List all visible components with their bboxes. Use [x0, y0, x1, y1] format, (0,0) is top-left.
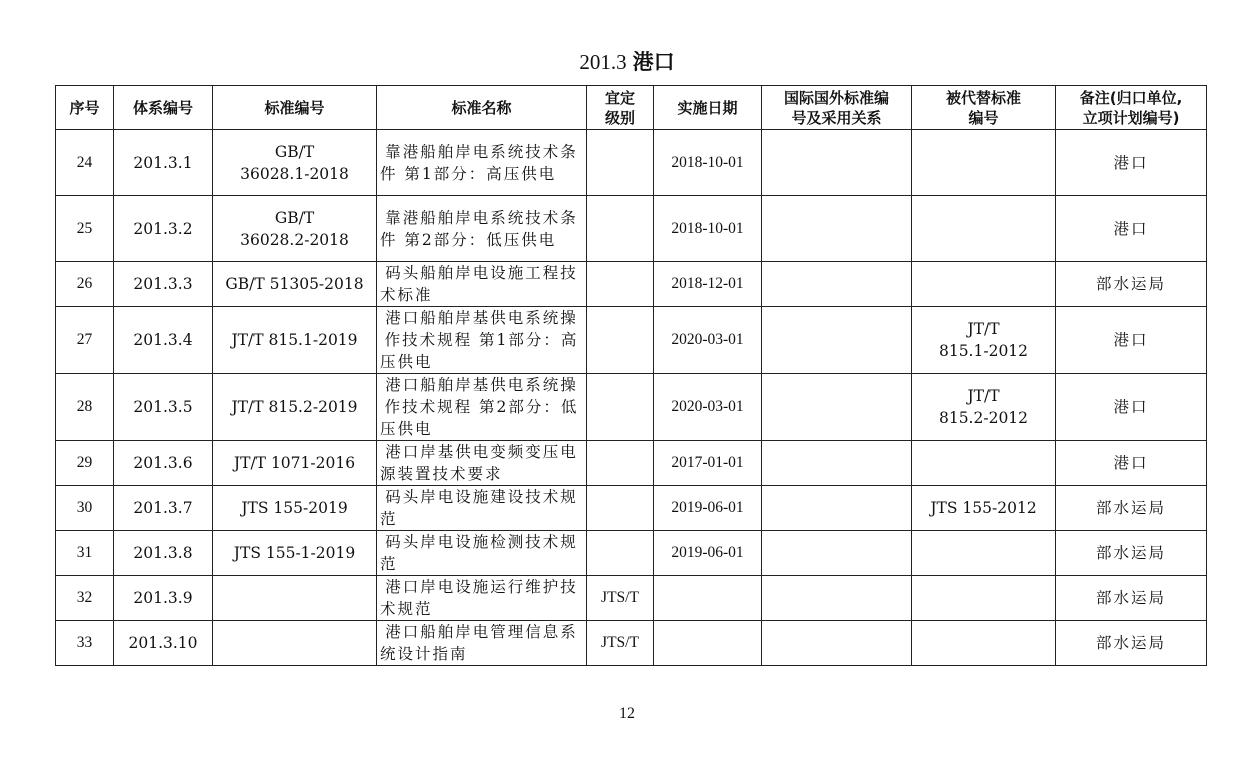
- col-header-system-code: [114, 86, 213, 130]
- cell-remark: 港口: [1056, 196, 1207, 262]
- table-row: [56, 196, 1207, 262]
- cell-seq: 29: [56, 441, 114, 486]
- table-row: [56, 307, 1207, 374]
- std_no-line: JTS 155-1-2019: [233, 544, 356, 562]
- cell-system-code: 201.3.1: [114, 130, 213, 196]
- section-title: [0, 46, 1254, 76]
- cell-standard-number: [213, 531, 377, 576]
- cell-seq: 32: [56, 576, 114, 621]
- cell-replaced-standard: [912, 262, 1056, 307]
- cell-remark: 部水运局: [1056, 531, 1207, 576]
- cell-remark: 港口: [1056, 441, 1207, 486]
- cell-seq: 25: [56, 196, 114, 262]
- cell-international-standard: [762, 441, 912, 486]
- cell-international-standard: [762, 196, 912, 262]
- cell-remark: 港口: [1056, 374, 1207, 441]
- table-row: [56, 374, 1207, 441]
- cell-standard-number: [213, 196, 377, 262]
- cell-level: [587, 196, 654, 262]
- std_no-line: JT/T 815.1-2019: [231, 331, 358, 349]
- cell-standard-number: [213, 621, 377, 666]
- cell-implementation-date: 2018-12-01: [654, 262, 762, 307]
- cell-standard-number: [213, 130, 377, 196]
- header-line: 国际国外标准编: [783, 88, 889, 107]
- replaced-line: JT/T: [967, 387, 1000, 405]
- cell-system-code: 201.3.4: [114, 307, 213, 374]
- cell-international-standard: [762, 486, 912, 531]
- cell-replaced-standard: [912, 531, 1056, 576]
- std_no-line: JT/T 1071-2016: [233, 454, 356, 472]
- cell-remark: 港口: [1056, 130, 1207, 196]
- cell-seq: 30: [56, 486, 114, 531]
- cell-standard-name: 港口岸电设施运行维护技术规范: [377, 576, 587, 621]
- std_no-line: GB/T 51305-2018: [225, 275, 364, 293]
- cell-standard-name: 码头岸电设施建设技术规范: [377, 486, 587, 531]
- cell-level: [587, 531, 654, 576]
- table-row: [56, 576, 1207, 621]
- header-line: 标准名称: [451, 98, 512, 117]
- replaced-line: 815.1-2012: [938, 342, 1029, 360]
- cell-level: [587, 307, 654, 374]
- standards-table: [55, 85, 1207, 666]
- cell-remark: 港口: [1056, 307, 1207, 374]
- cell-standard-number: [213, 262, 377, 307]
- cell-international-standard: [762, 621, 912, 666]
- table-row: [56, 486, 1207, 531]
- cell-replaced-standard: [912, 196, 1056, 262]
- replaced-line: JTS 155-2012: [930, 499, 1037, 517]
- cell-standard-number: [213, 374, 377, 441]
- table-row: [56, 262, 1207, 307]
- std_no-line: GB/T: [274, 142, 315, 161]
- cell-replaced-standard: [912, 621, 1056, 666]
- header-line: 序号: [69, 98, 100, 117]
- cell-implementation-date: [654, 576, 762, 621]
- cell-system-code: 201.3.8: [114, 531, 213, 576]
- cell-implementation-date: 2020-03-01: [654, 307, 762, 374]
- cell-level: [587, 130, 654, 196]
- cell-level: JTS/T: [587, 621, 654, 666]
- cell-implementation-date: 2019-06-01: [654, 486, 762, 531]
- table-header-row: [56, 86, 1207, 130]
- cell-seq: 27: [56, 307, 114, 374]
- section-name: 港口: [632, 50, 675, 74]
- cell-implementation-date: 2020-03-01: [654, 374, 762, 441]
- cell-replaced-standard: [912, 307, 1056, 374]
- cell-remark: 部水运局: [1056, 621, 1207, 666]
- std_no-line: 36028.1-2018: [240, 164, 349, 183]
- cell-international-standard: [762, 374, 912, 441]
- header-line: 立项计划编号): [1082, 108, 1180, 127]
- col-header-remark: [1056, 86, 1207, 130]
- cell-standard-name: 港口船舶岸基供电系统操作技术规程 第1部分：高压供电: [377, 307, 587, 374]
- cell-level: [587, 441, 654, 486]
- replaced-line: 815.2-2012: [938, 409, 1029, 427]
- page-number: 12: [619, 705, 635, 722]
- std_no-line: GB/T: [274, 208, 315, 227]
- cell-system-code: 201.3.3: [114, 262, 213, 307]
- cell-implementation-date: [654, 621, 762, 666]
- cell-level: JTS/T: [587, 576, 654, 621]
- col-header-seq: [56, 86, 114, 130]
- section-number: 201.3: [579, 50, 627, 74]
- cell-remark: 部水运局: [1056, 576, 1207, 621]
- cell-level: [587, 374, 654, 441]
- cell-implementation-date: 2018-10-01: [654, 196, 762, 262]
- cell-international-standard: [762, 130, 912, 196]
- table-body: [56, 130, 1207, 666]
- cell-system-code: 201.3.9: [114, 576, 213, 621]
- col-header-replaced-standard: [912, 86, 1056, 130]
- header-line: 号及采用关系: [791, 108, 882, 127]
- cell-level: [587, 486, 654, 531]
- std_no-line: 36028.2-2018: [240, 230, 349, 249]
- cell-seq: 31: [56, 531, 114, 576]
- cell-international-standard: [762, 262, 912, 307]
- cell-seq: 33: [56, 621, 114, 666]
- header-line: 实施日期: [677, 98, 738, 117]
- cell-implementation-date: 2017-01-01: [654, 441, 762, 486]
- cell-replaced-standard: [912, 130, 1056, 196]
- cell-standard-name: 靠港船舶岸电系统技术条件 第1部分：高压供电: [377, 130, 587, 196]
- cell-standard-name: 码头岸电设施检测技术规范: [377, 531, 587, 576]
- cell-standard-name: 港口船舶岸基供电系统操作技术规程 第2部分：低压供电: [377, 374, 587, 441]
- cell-standard-number: [213, 307, 377, 374]
- header-line: 级别: [604, 108, 635, 127]
- cell-seq: 28: [56, 374, 114, 441]
- header-line: 编号: [968, 108, 999, 127]
- header-line: 备注(归口单位,: [1079, 88, 1183, 107]
- cell-standard-number: [213, 486, 377, 531]
- table-row: [56, 130, 1207, 196]
- table-row: [56, 531, 1207, 576]
- replaced-line: JT/T: [967, 320, 1000, 338]
- cell-replaced-standard: [912, 486, 1056, 531]
- cell-implementation-date: 2018-10-01: [654, 130, 762, 196]
- cell-international-standard: [762, 307, 912, 374]
- col-header-implementation-date: [654, 86, 762, 130]
- cell-standard-name: 港口岸基供电变频变压电源装置技术要求: [377, 441, 587, 486]
- header-line: 体系编号: [132, 98, 193, 117]
- cell-replaced-standard: [912, 576, 1056, 621]
- cell-remark: 部水运局: [1056, 486, 1207, 531]
- cell-standard-number: [213, 576, 377, 621]
- cell-international-standard: [762, 531, 912, 576]
- cell-system-code: 201.3.5: [114, 374, 213, 441]
- cell-level: [587, 262, 654, 307]
- cell-system-code: 201.3.7: [114, 486, 213, 531]
- cell-standard-name: 码头船舶岸电设施工程技术标准: [377, 262, 587, 307]
- table-row: [56, 441, 1207, 486]
- cell-implementation-date: 2019-06-01: [654, 531, 762, 576]
- col-header-level: [587, 86, 654, 130]
- cell-standard-name: 港口船舶岸电管理信息系统设计指南: [377, 621, 587, 666]
- std_no-line: JTS 155-2019: [241, 499, 348, 517]
- cell-replaced-standard: [912, 374, 1056, 441]
- std_no-line: JT/T 815.2-2019: [231, 398, 358, 416]
- table-row: [56, 621, 1207, 666]
- cell-standard-name: 靠港船舶岸电系统技术条件 第2部分：低压供电: [377, 196, 587, 262]
- col-header-standard-name: [377, 86, 587, 130]
- col-header-international-standard: [762, 86, 912, 130]
- header-line: 被代替标准: [945, 88, 1021, 107]
- cell-system-code: 201.3.2: [114, 196, 213, 262]
- cell-international-standard: [762, 576, 912, 621]
- cell-seq: 24: [56, 130, 114, 196]
- cell-remark: 部水运局: [1056, 262, 1207, 307]
- cell-replaced-standard: [912, 441, 1056, 486]
- cell-system-code: 201.3.6: [114, 441, 213, 486]
- cell-standard-number: [213, 441, 377, 486]
- header-line: 标准编号: [264, 98, 325, 117]
- header-line: 宜定: [604, 88, 635, 107]
- cell-seq: 26: [56, 262, 114, 307]
- cell-system-code: 201.3.10: [114, 621, 213, 666]
- col-header-standard-number: [213, 86, 377, 130]
